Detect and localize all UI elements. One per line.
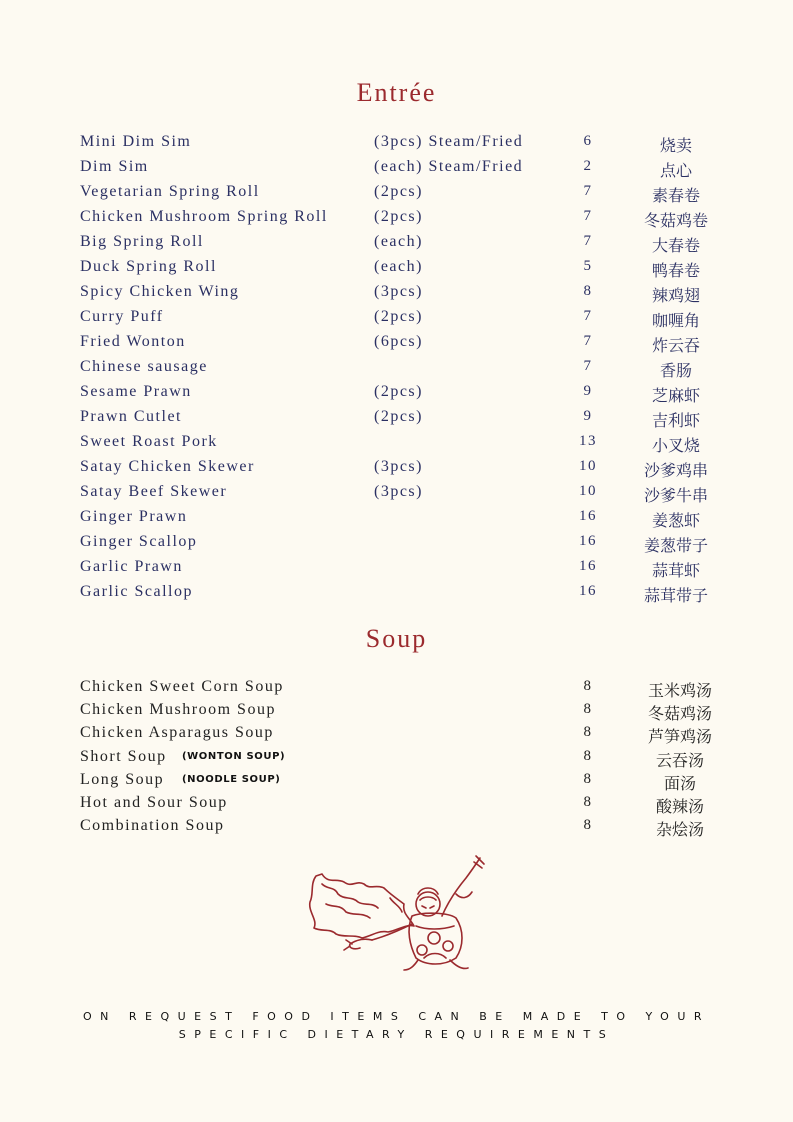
monkey-king-illustration	[306, 854, 486, 972]
entree-item-chinese-name: 沙爹牛串	[643, 486, 708, 505]
soup-item-chinese-name: 芦笋鸡汤	[647, 727, 712, 747]
soup-item-price: 8	[583, 724, 593, 741]
entree-item-chinese-name: 点心	[659, 161, 692, 180]
entree-item-quantity: (3pcs)	[374, 458, 423, 475]
entree-item	[80, 508, 740, 533]
entree-item-price: 9	[583, 383, 593, 399]
entree-item-name: Mini Dim Sim	[80, 133, 192, 150]
entree-item	[80, 433, 740, 458]
entree-item-chinese-name: 蒜茸虾	[651, 561, 700, 580]
soup-item-note: (WONTON SOUP)	[182, 750, 286, 762]
entree-item-name: Duck Spring Roll	[80, 258, 217, 275]
entree-item-chinese-name: 香肠	[659, 361, 692, 380]
soup-item	[80, 724, 740, 747]
entree-item-price: 10	[579, 483, 597, 499]
soup-item-price: 8	[583, 770, 593, 787]
entree-item-name: Fried Wonton	[80, 333, 186, 350]
entree-item-quantity: (6pcs)	[374, 333, 423, 350]
entree-item-price: 16	[579, 558, 597, 574]
soup-item	[80, 794, 740, 817]
entree-item-quantity: (each)	[374, 258, 423, 275]
soup-item	[80, 817, 740, 840]
entree-item	[80, 333, 740, 358]
entree-item-name: Curry Puff	[80, 308, 164, 325]
dietary-note-line-2: SPECIFIC DIETARY REQUIREMENTS	[178, 1028, 615, 1041]
soup-item-price: 8	[583, 747, 593, 764]
entree-item-chinese-name: 炸云吞	[651, 336, 700, 355]
entree-item-chinese-name: 姜葱虾	[651, 511, 700, 530]
entree-item	[80, 458, 740, 483]
entree-item-name: Ginger Prawn	[80, 508, 188, 525]
entree-item-name: Big Spring Roll	[80, 233, 204, 250]
entree-item-chinese-name: 冬菇鸡卷	[643, 211, 708, 230]
entree-item-price: 16	[579, 583, 597, 599]
entree-item-quantity: (2pcs)	[374, 308, 423, 325]
soup-item-note: (NOODLE SOUP)	[182, 773, 281, 785]
entree-item-chinese-name: 沙爹鸡串	[643, 461, 708, 480]
entree-item-quantity: (3pcs)	[374, 283, 423, 300]
soup-item-name: Chicken Sweet Corn Soup	[80, 678, 284, 695]
entree-item-name: Prawn Cutlet	[80, 408, 182, 425]
soup-item	[80, 771, 740, 794]
soup-item-price: 8	[583, 678, 593, 694]
entree-item-chinese-name: 鸭春卷	[651, 261, 700, 280]
entree-item-price: 13	[579, 433, 597, 449]
soup-item-chinese-name: 杂烩汤	[655, 820, 704, 840]
entree-item-price: 2	[583, 158, 593, 174]
entree-item	[80, 558, 740, 583]
entree-item	[80, 308, 740, 333]
entree-item-quantity: (3pcs) Steam/Fried	[374, 133, 524, 150]
entree-item	[80, 408, 740, 433]
entree-item-name: Dim Sim	[80, 158, 149, 175]
soup-item-name: Chicken Asparagus Soup	[80, 724, 274, 742]
soup-item	[80, 678, 740, 701]
entree-item-quantity: (each) Steam/Fried	[374, 158, 524, 175]
soup-item	[80, 748, 740, 771]
soup-item-price: 8	[583, 817, 593, 834]
entree-item-quantity: (each)	[374, 233, 423, 250]
soup-item-chinese-name: 云吞汤	[655, 750, 704, 770]
entree-item-chinese-name: 烧卖	[659, 136, 692, 155]
entree-item-price: 16	[579, 508, 597, 524]
entree-item-price: 7	[583, 233, 593, 249]
soup-item-price: 8	[583, 794, 593, 810]
dietary-note-line-1: ON REQUEST FOOD ITEMS CAN BE MADE TO YOUR	[82, 1010, 711, 1023]
entree-item-quantity: (2pcs)	[374, 183, 423, 200]
soup-item-chinese-name: 面汤	[663, 773, 696, 793]
entree-item-price: 7	[583, 183, 593, 199]
entree-item	[80, 358, 740, 383]
entree-item-name: Satay Chicken Skewer	[80, 458, 255, 475]
entree-item	[80, 258, 740, 283]
entree-item-name: Satay Beef Skewer	[80, 483, 228, 500]
entree-item-quantity: (2pcs)	[374, 208, 423, 225]
entree-item-chinese-name: 辣鸡翅	[651, 286, 700, 305]
entree-item-price: 8	[583, 283, 593, 299]
entree-item	[80, 133, 740, 158]
soup-item-chinese-name: 玉米鸡汤	[647, 681, 712, 700]
entree-item-price: 7	[583, 208, 593, 224]
soup-item	[80, 701, 740, 724]
entree-item-chinese-name: 素春卷	[651, 186, 700, 205]
entree-item-chinese-name: 芝麻虾	[651, 386, 700, 405]
entree-item	[80, 583, 740, 608]
entree-item-name: Garlic Prawn	[80, 558, 183, 575]
entree-item-quantity: (3pcs)	[374, 483, 423, 500]
entree-item-price: 7	[583, 308, 593, 324]
soup-item-chinese-name: 酸辣汤	[655, 797, 704, 816]
entree-item-quantity: (2pcs)	[374, 383, 423, 400]
entree-item-chinese-name: 小叉烧	[651, 436, 700, 455]
entree-item-price: 6	[583, 133, 593, 149]
entree-item-name: Chinese sausage	[80, 358, 208, 375]
soup-item-name: Hot and Sour Soup	[80, 794, 228, 811]
soup-item-name: Short Soup	[80, 747, 167, 765]
entree-item	[80, 283, 740, 308]
entree-item-name: Vegetarian Spring Roll	[80, 183, 260, 200]
entree-item-quantity: (2pcs)	[374, 408, 423, 425]
entree-item-name: Sesame Prawn	[80, 383, 192, 400]
entree-item	[80, 483, 740, 508]
entree-item	[80, 183, 740, 208]
entree-section-title: Entrée	[356, 78, 437, 107]
entree-item	[80, 158, 740, 183]
entree-item-name: Ginger Scallop	[80, 533, 198, 550]
entree-item	[80, 383, 740, 408]
entree-item-chinese-name: 姜葱带子	[643, 536, 708, 555]
soup-item-price: 8	[583, 701, 593, 718]
entree-item-chinese-name: 咖喱角	[651, 311, 700, 330]
soup-section-title: Soup	[365, 624, 428, 653]
entree-item-price: 7	[583, 358, 593, 374]
soup-item-name: Chicken Mushroom Soup	[80, 701, 276, 719]
soup-item-name: Combination Soup	[80, 817, 225, 835]
entree-item-price: 9	[583, 408, 593, 424]
entree-item-name: Sweet Roast Pork	[80, 433, 218, 450]
entree-item	[80, 533, 740, 558]
entree-item-name: Garlic Scallop	[80, 583, 193, 600]
entree-item-price: 10	[579, 458, 597, 474]
entree-item-name: Chicken Mushroom Spring Roll	[80, 208, 328, 225]
soup-item-chinese-name: 冬菇鸡汤	[647, 704, 712, 724]
entree-item-chinese-name: 大春卷	[651, 236, 700, 255]
entree-item	[80, 208, 740, 233]
entree-item-chinese-name: 吉利虾	[651, 411, 700, 430]
soup-item-name: Long Soup	[80, 770, 165, 788]
entree-item-name: Spicy Chicken Wing	[80, 283, 240, 300]
entree-item-price: 16	[579, 533, 597, 549]
entree-item-chinese-name: 蒜茸带子	[643, 586, 708, 605]
entree-item-price: 7	[583, 333, 593, 349]
entree-item-price: 5	[583, 258, 593, 274]
entree-item	[80, 233, 740, 258]
